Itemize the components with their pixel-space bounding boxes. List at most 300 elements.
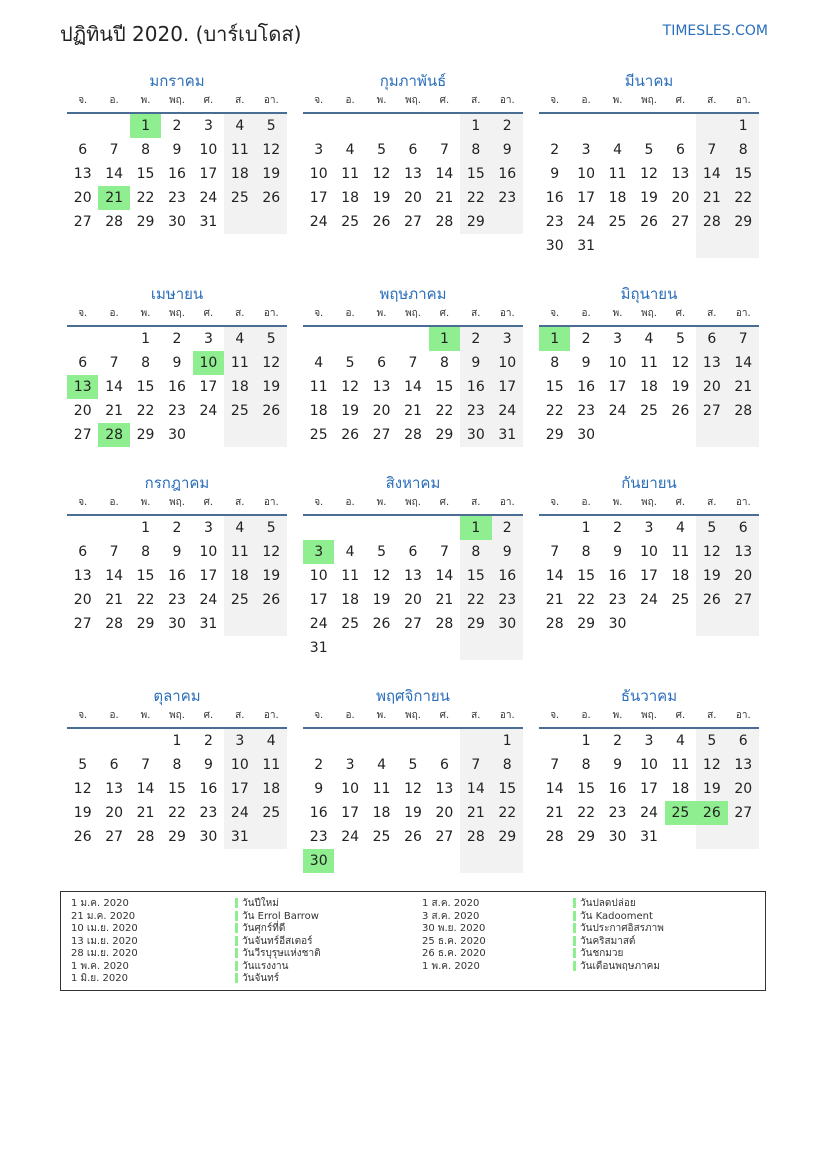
legend-holiday-name (235, 923, 321, 936)
legend-text: วันวีรบุรุษแห่งชาติ (242, 948, 321, 959)
day-cell: 9 (492, 138, 523, 162)
day-cell: 23 (309, 829, 328, 845)
weekday-header: พฤ. (633, 494, 664, 516)
legend-holiday-date (71, 898, 138, 911)
day-cell: 24 (492, 399, 523, 423)
legend-text: 1 พ.ค. 2020 (71, 960, 129, 972)
legend-text: วันเดือนพฤษภาคม (580, 960, 660, 972)
month-days-grid (67, 92, 287, 234)
day-cell: 18 (372, 805, 391, 821)
empty-cell (303, 729, 334, 753)
empty-cell (224, 612, 255, 636)
day-cell: 14 (435, 166, 454, 182)
day-cell: 24 (199, 592, 218, 608)
legend-holiday-date (422, 911, 486, 924)
month-block (67, 472, 287, 636)
day-cell: 2 (492, 114, 523, 138)
day-cell: 28 (696, 210, 727, 234)
weekday-header: พ. (602, 494, 633, 516)
day-cell: 16 (608, 781, 627, 797)
legend-text: วัน Kadooment (580, 910, 653, 922)
day-cell: 27 (73, 616, 92, 632)
empty-cell (665, 825, 696, 849)
day-cell: 6 (377, 355, 387, 371)
day-cell: 3 (492, 327, 523, 351)
day-cell: 13 (696, 351, 727, 375)
day-cell: 29 (460, 210, 491, 234)
empty-cell (539, 516, 570, 540)
day-cell: 29 (492, 825, 523, 849)
day-cell: 8 (460, 138, 491, 162)
empty-cell (256, 423, 287, 447)
day-cell: 2 (314, 757, 324, 773)
weekday-header: อา. (492, 494, 523, 516)
day-cell: 25 (341, 214, 360, 230)
day-cell: 9 (314, 781, 324, 797)
holiday-color-marker (235, 911, 238, 921)
day-cell: 1 (581, 733, 591, 749)
weekday-header: ส. (696, 92, 727, 114)
day-cell: 27 (671, 214, 690, 230)
day-cell: 7 (460, 753, 491, 777)
day-cell: 18 (671, 781, 690, 797)
day-cell: 18 (671, 568, 690, 584)
legend-text: 30 พ.ย. 2020 (422, 923, 486, 934)
day-cell: 4 (345, 544, 355, 560)
site-link[interactable]: TIMESLES.COM (662, 23, 768, 39)
day-cell: 31 (492, 423, 523, 447)
day-cell: 19 (256, 375, 287, 399)
weekday-header: ศ. (429, 92, 460, 114)
day-cell: 21 (136, 805, 155, 821)
day-cell: 22 (492, 801, 523, 825)
day-cell: 9 (172, 142, 182, 158)
month-block (539, 685, 759, 849)
day-cell: 22 (460, 588, 491, 612)
page-title: ปฏิทินปี 2020. (บาร์เบโดส) (60, 22, 302, 46)
day-cell: 15 (460, 162, 491, 186)
weekday-header: ส. (696, 494, 727, 516)
day-cell: 19 (404, 805, 422, 821)
day-cell: 29 (168, 829, 186, 845)
holiday-day-cell: 1 (130, 114, 161, 138)
day-cell: 20 (404, 592, 422, 608)
day-cell: 22 (168, 805, 186, 821)
day-cell: 4 (224, 327, 255, 351)
day-cell: 15 (168, 781, 186, 797)
day-cell: 11 (640, 355, 658, 371)
day-cell: 24 (640, 805, 658, 821)
day-cell: 14 (545, 781, 564, 797)
holiday-color-marker (573, 923, 576, 933)
empty-cell (397, 849, 428, 873)
day-cell: 7 (408, 355, 418, 371)
day-cell: 13 (372, 379, 391, 395)
empty-cell (429, 729, 460, 753)
day-cell: 20 (73, 403, 92, 419)
day-cell: 25 (224, 186, 255, 210)
day-cell: 11 (341, 568, 360, 584)
day-cell: 30 (168, 427, 186, 443)
day-cell: 11 (372, 781, 391, 797)
weekday-header: ศ. (665, 92, 696, 114)
day-cell: 16 (168, 379, 186, 395)
day-cell: 24 (199, 190, 218, 206)
day-cell: 10 (640, 757, 658, 773)
empty-cell (633, 234, 664, 258)
day-cell: 26 (73, 829, 92, 845)
day-cell: 29 (460, 612, 491, 636)
legend-text: วัน Errol Barrow (242, 910, 319, 922)
day-cell: 12 (372, 568, 391, 584)
weekday-header: อ. (98, 92, 129, 114)
day-cell: 7 (439, 142, 449, 158)
legend-text: 26 ธ.ค. 2020 (422, 948, 486, 959)
weekday-header: พ. (602, 92, 633, 114)
day-cell: 8 (728, 138, 759, 162)
legend-holiday-name (573, 936, 664, 949)
day-cell: 17 (224, 777, 255, 801)
weekday-header: จ. (303, 305, 334, 327)
empty-cell (696, 612, 727, 636)
month-block (303, 70, 523, 234)
day-cell: 26 (372, 616, 391, 632)
month-name: ตุลาคม (153, 687, 201, 705)
day-cell: 12 (640, 166, 658, 182)
day-cell: 27 (435, 829, 454, 845)
day-cell: 2 (613, 520, 623, 536)
weekday-header: จ. (67, 707, 98, 729)
day-cell: 16 (168, 166, 186, 182)
month-days-grid (303, 494, 523, 660)
holiday-day-cell: 13 (67, 375, 98, 399)
day-cell: 16 (460, 375, 491, 399)
holiday-day-cell: 25 (665, 801, 696, 825)
day-cell: 30 (608, 829, 627, 845)
month-days-grid (539, 305, 759, 447)
month-days-grid (539, 92, 759, 258)
day-cell: 6 (439, 757, 449, 773)
day-cell: 12 (696, 540, 727, 564)
day-cell: 27 (73, 427, 92, 443)
day-cell: 17 (341, 805, 360, 821)
holiday-legend (60, 891, 766, 991)
day-cell: 13 (404, 568, 422, 584)
month-name: กรกฎาคม (144, 474, 210, 492)
day-cell: 3 (644, 520, 654, 536)
empty-cell (696, 825, 727, 849)
day-cell: 6 (728, 516, 759, 540)
month-name: มีนาคม (624, 72, 674, 90)
empty-cell (633, 423, 664, 447)
holiday-day-cell: 1 (460, 516, 491, 540)
day-cell: 31 (224, 825, 255, 849)
weekday-header: จ. (539, 92, 570, 114)
day-cell: 20 (73, 190, 92, 206)
day-cell: 12 (256, 351, 287, 375)
day-cell: 17 (309, 592, 328, 608)
weekday-header: พฤ. (397, 92, 428, 114)
day-cell: 13 (404, 166, 422, 182)
day-cell: 1 (492, 729, 523, 753)
day-cell: 10 (577, 166, 596, 182)
day-cell: 9 (203, 757, 213, 773)
day-cell: 21 (696, 186, 727, 210)
empty-cell (193, 423, 224, 447)
legend-names-col-1 (235, 898, 321, 986)
day-cell: 2 (581, 331, 591, 347)
month-block (539, 472, 759, 636)
month-name: มกราคม (149, 72, 205, 90)
day-cell: 24 (309, 616, 328, 632)
day-cell: 5 (345, 355, 355, 371)
empty-cell (303, 516, 334, 540)
day-cell: 14 (696, 162, 727, 186)
legend-holiday-date (71, 961, 138, 974)
day-cell: 28 (105, 214, 124, 230)
empty-cell (665, 234, 696, 258)
empty-cell (492, 636, 523, 660)
empty-cell (366, 729, 397, 753)
empty-cell (397, 327, 428, 351)
day-cell: 10 (640, 544, 658, 560)
holiday-color-marker (573, 961, 576, 971)
day-cell: 4 (256, 729, 287, 753)
day-cell: 10 (309, 166, 328, 182)
day-cell: 22 (136, 190, 155, 206)
day-cell: 13 (728, 753, 759, 777)
legend-text: 3 ส.ค. 2020 (422, 910, 480, 922)
weekday-header: พฤ. (397, 494, 428, 516)
day-cell: 16 (577, 379, 596, 395)
day-cell: 18 (256, 777, 287, 801)
weekday-header: พ. (366, 707, 397, 729)
day-cell: 26 (404, 829, 422, 845)
day-cell: 17 (640, 568, 658, 584)
day-cell: 3 (613, 331, 623, 347)
day-cell: 9 (613, 757, 623, 773)
weekday-header: พ. (366, 92, 397, 114)
weekday-header: อา. (728, 92, 759, 114)
day-cell: 29 (136, 427, 155, 443)
empty-cell (256, 825, 287, 849)
legend-holiday-name (235, 961, 321, 974)
month-block (67, 685, 287, 849)
weekday-header: พ. (130, 92, 161, 114)
day-cell: 31 (199, 616, 218, 632)
day-cell: 6 (675, 142, 685, 158)
month-block (303, 472, 523, 660)
holiday-color-marker (235, 923, 238, 933)
day-cell: 15 (492, 777, 523, 801)
day-cell: 17 (199, 166, 218, 182)
weekday-header: ส. (460, 305, 491, 327)
month-name: สิงหาคม (385, 474, 441, 492)
empty-cell (696, 234, 727, 258)
day-cell: 18 (608, 190, 627, 206)
legend-holiday-date (71, 911, 138, 924)
day-cell: 29 (577, 616, 596, 632)
legend-text: วันแรงงาน (242, 960, 289, 972)
day-cell: 26 (341, 427, 360, 443)
day-cell: 18 (224, 375, 255, 399)
month-block (303, 685, 523, 873)
day-cell: 6 (109, 757, 119, 773)
month-days-grid (67, 305, 287, 447)
day-cell: 10 (309, 568, 328, 584)
day-cell: 19 (640, 190, 658, 206)
empty-cell (397, 729, 428, 753)
weekday-header: จ. (539, 707, 570, 729)
holiday-day-cell: 3 (303, 540, 334, 564)
day-cell: 23 (608, 805, 627, 821)
day-cell: 13 (671, 166, 690, 182)
legend-holiday-name (235, 898, 321, 911)
day-cell: 4 (224, 114, 255, 138)
holiday-day-cell: 21 (98, 186, 129, 210)
legend-text: 1 ม.ค. 2020 (71, 898, 129, 909)
day-cell: 16 (545, 190, 564, 206)
day-cell: 17 (199, 568, 218, 584)
weekday-header: อ. (334, 305, 365, 327)
day-cell: 9 (172, 355, 182, 371)
empty-cell (67, 114, 98, 138)
day-cell: 20 (696, 375, 727, 399)
day-cell: 8 (581, 544, 591, 560)
day-cell: 19 (671, 379, 690, 395)
weekday-header: ศ. (193, 707, 224, 729)
day-cell: 18 (224, 162, 255, 186)
day-cell: 27 (372, 427, 391, 443)
weekday-header: พ. (130, 305, 161, 327)
day-cell: 31 (199, 214, 218, 230)
day-cell: 8 (460, 540, 491, 564)
day-cell: 21 (435, 592, 454, 608)
holiday-color-marker (235, 948, 238, 958)
legend-text: 13 เม.ย. 2020 (71, 935, 138, 947)
legend-holiday-name (235, 973, 321, 986)
day-cell: 11 (671, 757, 690, 773)
day-cell: 28 (136, 829, 155, 845)
day-cell: 16 (309, 805, 328, 821)
day-cell: 4 (224, 516, 255, 540)
legend-holiday-name (573, 911, 664, 924)
weekday-header: จ. (539, 305, 570, 327)
day-cell: 16 (492, 564, 523, 588)
weekday-header: จ. (303, 92, 334, 114)
day-cell: 14 (435, 568, 454, 584)
empty-cell (728, 612, 759, 636)
day-cell: 9 (550, 166, 560, 182)
month-days-grid (303, 92, 523, 234)
month-name: ธันวาคม (620, 687, 678, 705)
day-cell: 10 (199, 142, 218, 158)
day-cell: 7 (550, 544, 560, 560)
legend-holiday-date (422, 948, 486, 961)
month-block (67, 70, 287, 234)
day-cell: 9 (460, 351, 491, 375)
day-cell: 21 (545, 592, 564, 608)
empty-cell (492, 210, 523, 234)
empty-cell (366, 327, 397, 351)
day-cell: 28 (435, 214, 454, 230)
legend-holiday-date (71, 948, 138, 961)
weekday-header: ศ. (665, 707, 696, 729)
day-cell: 12 (372, 166, 391, 182)
day-cell: 11 (608, 166, 627, 182)
weekday-header: อา. (256, 305, 287, 327)
legend-holiday-date (422, 961, 486, 974)
day-cell: 3 (345, 757, 355, 773)
weekday-header: อ. (98, 494, 129, 516)
weekday-header: ศ. (193, 92, 224, 114)
day-cell: 21 (105, 592, 124, 608)
day-cell: 9 (172, 544, 182, 560)
day-cell: 20 (728, 777, 759, 801)
day-cell: 29 (545, 427, 564, 443)
day-cell: 4 (613, 142, 623, 158)
day-cell: 27 (73, 214, 92, 230)
day-cell: 15 (460, 564, 491, 588)
day-cell: 7 (439, 544, 449, 560)
empty-cell (366, 636, 397, 660)
day-cell: 11 (224, 351, 255, 375)
weekday-header: อา. (256, 494, 287, 516)
day-cell: 2 (460, 327, 491, 351)
legend-holiday-date (71, 973, 138, 986)
day-cell: 24 (224, 801, 255, 825)
holiday-day-cell: 26 (696, 801, 727, 825)
legend-holiday-name (235, 911, 321, 924)
month-days-grid (67, 707, 287, 849)
empty-cell (67, 516, 98, 540)
holiday-color-marker (235, 898, 238, 908)
empty-cell (366, 849, 397, 873)
weekday-header: อา. (492, 707, 523, 729)
day-cell: 8 (439, 355, 449, 371)
holiday-day-cell: 1 (539, 327, 570, 351)
weekday-header: อ. (570, 494, 601, 516)
legend-text: 1 มิ.ย. 2020 (71, 973, 128, 984)
legend-text: วันชกมวย (580, 948, 624, 959)
day-cell: 5 (644, 142, 654, 158)
holiday-day-cell: 30 (303, 849, 334, 873)
day-cell: 27 (105, 829, 124, 845)
day-cell: 17 (309, 190, 328, 206)
weekday-header: พ. (130, 707, 161, 729)
day-cell: 19 (696, 564, 727, 588)
empty-cell (429, 114, 460, 138)
day-cell: 6 (728, 729, 759, 753)
empty-cell (728, 423, 759, 447)
day-cell: 27 (696, 399, 727, 423)
day-cell: 3 (203, 118, 213, 134)
holiday-day-cell: 10 (193, 351, 224, 375)
day-cell: 10 (492, 351, 523, 375)
legend-text: 25 ธ.ค. 2020 (422, 935, 486, 947)
weekday-header: จ. (303, 494, 334, 516)
legend-text: 21 ม.ค. 2020 (71, 910, 136, 922)
weekday-header: ส. (460, 707, 491, 729)
month-block (539, 283, 759, 447)
day-cell: 23 (168, 190, 186, 206)
day-cell: 30 (199, 829, 218, 845)
legend-holiday-date (71, 923, 138, 936)
holiday-color-marker (235, 936, 238, 946)
day-cell: 5 (78, 757, 88, 773)
day-cell: 10 (224, 753, 255, 777)
legend-text: วันจันทร์ (242, 973, 280, 984)
